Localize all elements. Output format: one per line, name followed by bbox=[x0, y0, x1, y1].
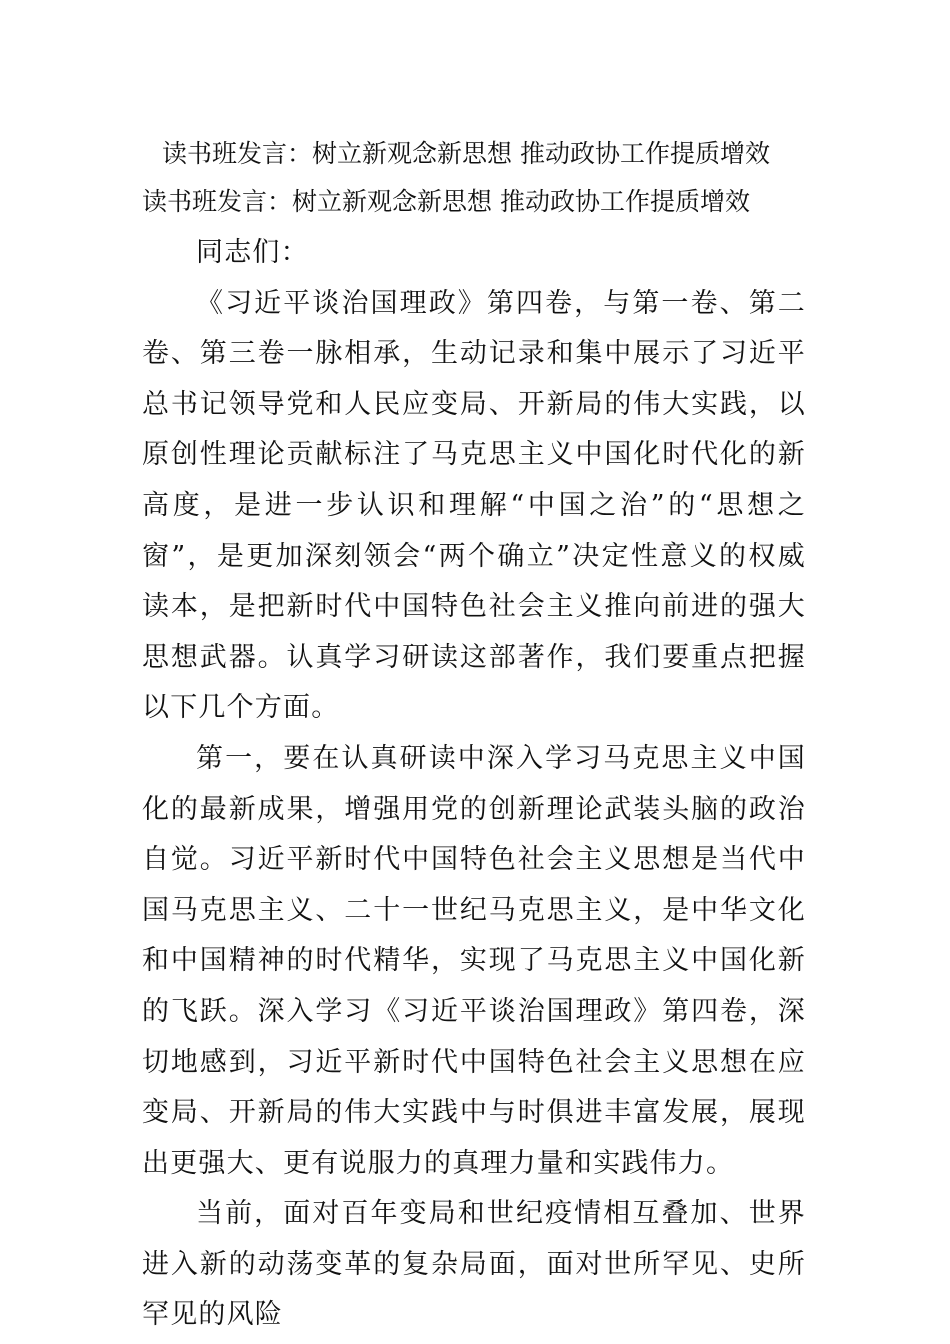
paragraph-current-situation: 当前，面对百年变局和世纪疫情相互叠加、世界进入新的动荡变革的复杂局面，面对世所罕见、史所罕见的风险 bbox=[142, 1198, 806, 1331]
salutation: 同志们： bbox=[196, 237, 309, 268]
document-body bbox=[142, 228, 806, 1341]
document-title-repeat: 读书班发言：树立新观念新思想 推动政协工作提质增效 bbox=[142, 187, 750, 216]
document-title: 读书班发言：树立新观念新思想 推动政协工作提质增效 bbox=[162, 139, 770, 168]
paragraph-first-point: 第一，要在认真研读中深入学习马克思主义中国化的最新成果，增强用党的创新理论武装头脑的政治自觉。习近平新时代中国特色社会主义思想是当代中国马克思主义、二十一世纪马克思主义，是中华文化和中国精神的时代精华，实现了马克思主义中国化新的飞跃。深入学习《习近平谈治国理政》第四卷，深切地感到，习近平新时代中国特色社会主义思想在应变局、开新局的伟大实践中与时俱进丰富发展，展现出更强大、更有说服力的真理力量和实践伟力。 bbox=[142, 742, 806, 1179]
paragraph-intro: 《习近平谈治国理政》第四卷，与第一卷、第二卷、第三卷一脉相承，生动记录和集中展示了习近平总书记领导党和人民应变局、开新局的伟大实践，以原创性理论贡献标注了马克思主义中国化时代化的新高度，是进一步认识和理解“中国之治”的“思想之窗”，是更加深刻领会“两个确立”决定性意义的权威读本，是把新时代中国特色社会主义推向前进的强大思想武器。认真学习研读这部著作，我们要重点把握以下几个方面。 bbox=[142, 287, 806, 724]
